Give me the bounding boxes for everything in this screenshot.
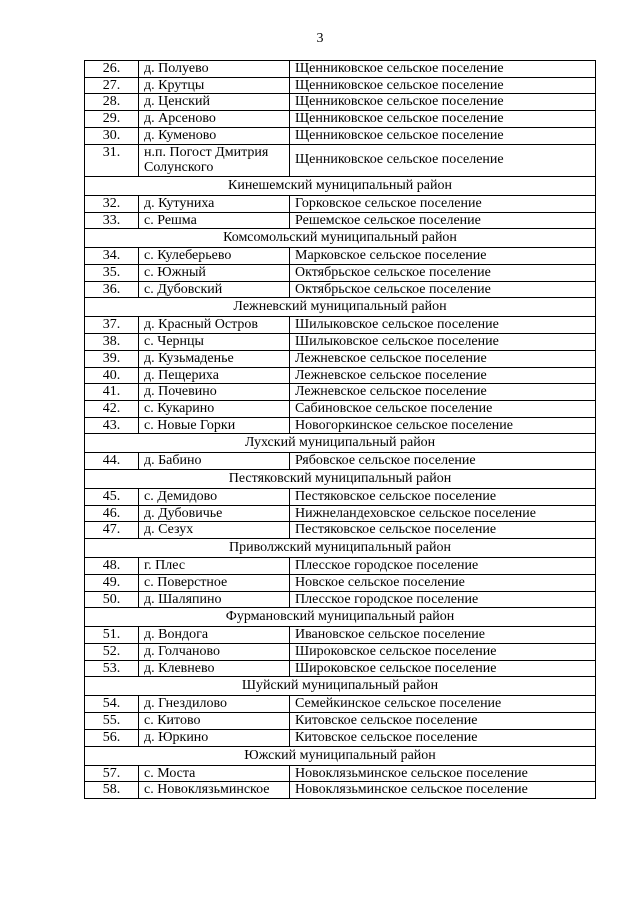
district-name: Пестяковский муниципальный район (85, 470, 596, 489)
table-row (85, 558, 596, 575)
row-number: 55. (85, 713, 139, 730)
municipality-name: Шилыковское сельское поселение (290, 334, 596, 351)
table-row (85, 574, 596, 591)
row-number: 51. (85, 627, 139, 644)
municipality-name: Лежневское сельское поселение (290, 350, 596, 367)
row-number: 28. (85, 94, 139, 111)
municipality-name: Ивановское сельское поселение (290, 627, 596, 644)
settlement-name: д. Арсеново (139, 111, 290, 128)
row-number: 47. (85, 522, 139, 539)
table-row (85, 94, 596, 111)
settlement-name: с. Демидово (139, 489, 290, 506)
table-row (85, 127, 596, 144)
settlement-name: д. Полуево (139, 61, 290, 78)
municipality-name: Нижнеландеховское сельское поселение (290, 505, 596, 522)
row-number: 48. (85, 558, 139, 575)
row-number: 27. (85, 77, 139, 94)
table-row (85, 713, 596, 730)
row-number: 54. (85, 696, 139, 713)
settlement-name: д. Кутуниха (139, 195, 290, 212)
settlement-name: с. Новые Горки (139, 417, 290, 434)
row-number: 58. (85, 782, 139, 799)
settlements-table-body (85, 61, 596, 799)
table-row (85, 782, 596, 799)
table-row (85, 765, 596, 782)
municipality-name: Новское сельское поселение (290, 574, 596, 591)
municipality-name: Китовское сельское поселение (290, 713, 596, 730)
district-name: Комсомольский муниципальный район (85, 229, 596, 248)
municipality-name: Семейкинское сельское поселение (290, 696, 596, 713)
table-row (85, 729, 596, 746)
table-row (85, 248, 596, 265)
district-header-row (85, 470, 596, 489)
settlement-name: д. Вондога (139, 627, 290, 644)
settlement-name: д. Гнездилово (139, 696, 290, 713)
settlement-name: д. Голчаново (139, 643, 290, 660)
row-number: 29. (85, 111, 139, 128)
settlement-name: с. Чернцы (139, 334, 290, 351)
settlement-name: с. Китово (139, 713, 290, 730)
municipality-name: Решемское сельское поселение (290, 212, 596, 229)
row-number: 40. (85, 367, 139, 384)
municipality-name: Сабиновское сельское поселение (290, 400, 596, 417)
table-row (85, 111, 596, 128)
table-row (85, 350, 596, 367)
municipality-name: Плесское городское поселение (290, 558, 596, 575)
table-row (85, 281, 596, 298)
district-name: Южский муниципальный район (85, 746, 596, 765)
page-number: 3 (316, 31, 324, 46)
row-number: 37. (85, 317, 139, 334)
table-row (85, 61, 596, 78)
settlement-name: д. Шаляпино (139, 591, 290, 608)
settlement-name: с. Решма (139, 212, 290, 229)
row-number: 35. (85, 265, 139, 282)
district-name: Лухский муниципальный район (85, 434, 596, 453)
table-row (85, 384, 596, 401)
settlement-name: с. Кулеберьево (139, 248, 290, 265)
settlement-name: д. Куменово (139, 127, 290, 144)
table-row (85, 696, 596, 713)
settlement-name: д. Красный Остров (139, 317, 290, 334)
municipality-name: Новоклязьминское сельское поселение (290, 765, 596, 782)
settlement-name: д. Кузьмаденье (139, 350, 290, 367)
row-number: 56. (85, 729, 139, 746)
table-row (85, 522, 596, 539)
municipality-name: Китовское сельское поселение (290, 729, 596, 746)
row-number: 31. (85, 144, 139, 176)
settlement-name: с. Моста (139, 765, 290, 782)
row-number: 53. (85, 660, 139, 677)
row-number: 43. (85, 417, 139, 434)
table-row (85, 144, 596, 176)
district-header-row (85, 176, 596, 195)
municipality-name: Щенниковское сельское поселение (290, 144, 596, 176)
municipality-name: Широковское сельское поселение (290, 643, 596, 660)
municipality-name: Щенниковское сельское поселение (290, 77, 596, 94)
district-name: Фурмановский муниципальный район (85, 608, 596, 627)
table-row (85, 265, 596, 282)
district-name: Приволжский муниципальный район (85, 539, 596, 558)
table-row (85, 453, 596, 470)
municipality-name: Марковское сельское поселение (290, 248, 596, 265)
settlement-name: д. Дубовичье (139, 505, 290, 522)
settlement-name: н.п. Погост Дмитрия Солунского (139, 144, 290, 176)
district-header-row (85, 434, 596, 453)
table-row (85, 77, 596, 94)
municipality-name: Новогоркинское сельское поселение (290, 417, 596, 434)
row-number: 46. (85, 505, 139, 522)
settlement-name: д. Почевино (139, 384, 290, 401)
table-row (85, 195, 596, 212)
row-number: 57. (85, 765, 139, 782)
district-header-row (85, 677, 596, 696)
district-header-row (85, 608, 596, 627)
table-row (85, 367, 596, 384)
municipality-name: Широковское сельское поселение (290, 660, 596, 677)
district-header-row (85, 298, 596, 317)
municipality-name: Пестяковское сельское поселение (290, 522, 596, 539)
district-name: Шуйский муниципальный район (85, 677, 596, 696)
table-row (85, 627, 596, 644)
settlement-name: д. Пещериха (139, 367, 290, 384)
table-row (85, 400, 596, 417)
district-header-row (85, 229, 596, 248)
district-name: Лежневский муниципальный район (85, 298, 596, 317)
district-name: Кинешемский муниципальный район (85, 176, 596, 195)
row-number: 49. (85, 574, 139, 591)
municipality-name: Новоклязьминское сельское поселение (290, 782, 596, 799)
table-row (85, 505, 596, 522)
municipality-name: Пестяковское сельское поселение (290, 489, 596, 506)
settlement-name: д. Сезух (139, 522, 290, 539)
municipality-name: Щенниковское сельское поселение (290, 111, 596, 128)
municipality-name: Октябрьское сельское поселение (290, 281, 596, 298)
row-number: 30. (85, 127, 139, 144)
settlements-table (84, 60, 596, 799)
table-row (85, 317, 596, 334)
table-row (85, 417, 596, 434)
table-row (85, 212, 596, 229)
row-number: 45. (85, 489, 139, 506)
row-number: 33. (85, 212, 139, 229)
municipality-name: Лежневское сельское поселение (290, 384, 596, 401)
district-header-row (85, 746, 596, 765)
district-header-row (85, 539, 596, 558)
municipality-name: Октябрьское сельское поселение (290, 265, 596, 282)
municipality-name: Шилыковское сельское поселение (290, 317, 596, 334)
row-number: 42. (85, 400, 139, 417)
table-row (85, 660, 596, 677)
row-number: 39. (85, 350, 139, 367)
row-number: 44. (85, 453, 139, 470)
settlement-name: д. Бабино (139, 453, 290, 470)
settlement-name: с. Кукарино (139, 400, 290, 417)
municipality-name: Щенниковское сельское поселение (290, 94, 596, 111)
table-row (85, 591, 596, 608)
municipality-name: Плесское городское поселение (290, 591, 596, 608)
municipality-name: Лежневское сельское поселение (290, 367, 596, 384)
settlement-name: с. Новоклязьминское (139, 782, 290, 799)
settlement-name: с. Дубовский (139, 281, 290, 298)
municipality-name: Щенниковское сельское поселение (290, 127, 596, 144)
settlement-name: д. Клевнево (139, 660, 290, 677)
settlement-name: с. Южный (139, 265, 290, 282)
row-number: 26. (85, 61, 139, 78)
row-number: 41. (85, 384, 139, 401)
settlement-name: д. Крутцы (139, 77, 290, 94)
municipality-name: Щенниковское сельское поселение (290, 61, 596, 78)
settlement-name: г. Плес (139, 558, 290, 575)
settlement-name: с. Поверстное (139, 574, 290, 591)
municipality-name: Рябовское сельское поселение (290, 453, 596, 470)
municipality-name: Горковское сельское поселение (290, 195, 596, 212)
row-number: 38. (85, 334, 139, 351)
row-number: 52. (85, 643, 139, 660)
settlement-name: д. Ценский (139, 94, 290, 111)
table-row (85, 489, 596, 506)
row-number: 36. (85, 281, 139, 298)
row-number: 34. (85, 248, 139, 265)
table-row (85, 643, 596, 660)
row-number: 32. (85, 195, 139, 212)
settlement-name: д. Юркино (139, 729, 290, 746)
table-row (85, 334, 596, 351)
row-number: 50. (85, 591, 139, 608)
